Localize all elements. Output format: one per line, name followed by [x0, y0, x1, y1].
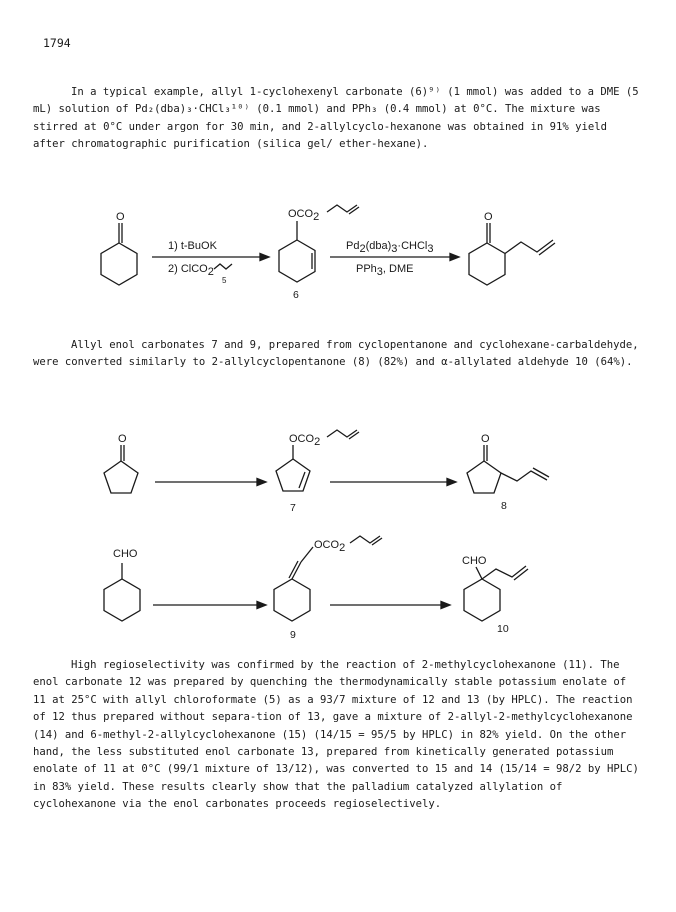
enol-carbonate-6-structure — [279, 205, 359, 301]
ketone-oxygen-label: O — [116, 211, 125, 223]
allylcyclopentanone-structure — [467, 433, 549, 512]
paragraph-text: In a typical example, allyl 1-cyclohexenyl carbonate (6)⁹⁾ (1 mmol) was added to a DME (5 mL) solution of Pd₂(dba)₃·CHCl₃¹⁰⁾ (0.1 mmol) and PPh₃ (0.4 mmol) at 0°C. The mixture was stirred at 0°C under argon for 30 min, and 2-allylcyclo-hexanone was obtained in 91% yield after chromatographic purification (silica gel/ ether-hexane). — [33, 86, 639, 151]
product-oxygen-label: O — [481, 433, 490, 445]
allylated-aldehyde-structure — [462, 555, 528, 635]
reagent-tbuok: 1) t-BuOK — [168, 240, 217, 252]
paragraph-regioselectivity — [33, 657, 645, 814]
reaction-scheme-2 — [0, 425, 676, 525]
paragraph-typical-example — [33, 84, 645, 154]
reagent-pph3-dme: PPh3, DME — [356, 263, 414, 278]
reaction-arrow-6 — [330, 602, 450, 609]
reaction-arrow-4 — [330, 479, 456, 486]
page-number: 1794 — [43, 36, 71, 50]
scheme-2-graphic — [0, 425, 676, 525]
scheme-1-graphic — [0, 195, 676, 305]
reaction-arrow-2 — [330, 240, 459, 278]
product-oxygen-label: O — [484, 211, 493, 223]
reaction-arrow-1 — [152, 240, 269, 285]
reaction-scheme-3 — [0, 535, 676, 645]
enol-carbonate-9-structure — [274, 536, 382, 641]
cyclopentanone-structure — [104, 433, 138, 493]
compound-label-8: 8 — [501, 500, 507, 512]
reaction-scheme-1 — [0, 195, 676, 305]
reagent-ref-5: 5 — [222, 276, 227, 285]
product-aldehyde-label: CHO — [462, 555, 487, 567]
scheme-3-graphic — [0, 535, 676, 645]
paragraph-text: Allyl enol carbonates 7 and 9, prepared from cyclopentanone and cyclohexane-carbaldehyde, were converted similarly to 2-allylcyclopentanone (8) (82%) and α-allylated aldehyde 10 (64%). — [33, 339, 639, 369]
reagent-chloroformate: 2) ClCO2 — [168, 263, 214, 278]
compound-label-7: 7 — [290, 502, 296, 514]
paragraph-allyl-enol-carbonates — [33, 337, 645, 372]
compound-label-10: 10 — [497, 623, 509, 635]
enol-carbonate-group: OCO2 — [314, 539, 346, 554]
reaction-arrow-3 — [155, 479, 266, 486]
enol-carbonate-group: OCO2 — [289, 433, 321, 448]
aldehyde-group-label: CHO — [113, 548, 138, 560]
compound-label-9: 9 — [290, 629, 296, 641]
reaction-arrow-5 — [153, 602, 266, 609]
enol-carbonate-group: OCO2 — [288, 208, 320, 223]
compound-label-6: 6 — [293, 289, 299, 301]
cyclohexanecarbaldehyde-structure — [104, 548, 140, 621]
allylcyclohexanone-structure — [469, 211, 555, 285]
paragraph-text: High regioselectivity was confirmed by the reaction of 2-methylcyclohexanone (11). The enol carbonate 12 was prepared by quenching the thermodynamically stable potassium enolate of 11 at 25°C with allyl chloroformate (5) as a 93/7 mixture of 12 and 13 (by HPLC). The reaction of 12 thus prepared without separa-tion of 13, gave a mixture of 2-allyl-2-methylcyclohexanone (14) and 6-methyl-2-allylcyclohexanone (15) (14/15 = 95/5 by HPLC) in 82% yield. On the other hand, the less substituted enol carbonate 13, prepared from kinetically generated potassium enolate of 11 at 0°C (99/1 mixture of 13/12), was converted to 15 and 14 (15/14 = 98/2 by HPLC) in 83% yield. These results clearly show that the palladium catalyzed allylation of cyclohexanone via the enol carbonates proceeds regioselectively. — [33, 659, 639, 811]
reagent-palladium-catalyst: Pd2(dba)3·CHCl3 — [346, 240, 434, 255]
cyclohexanone-structure — [101, 211, 137, 285]
ketone-oxygen-label: O — [118, 433, 127, 445]
enol-carbonate-7-structure — [276, 430, 359, 514]
